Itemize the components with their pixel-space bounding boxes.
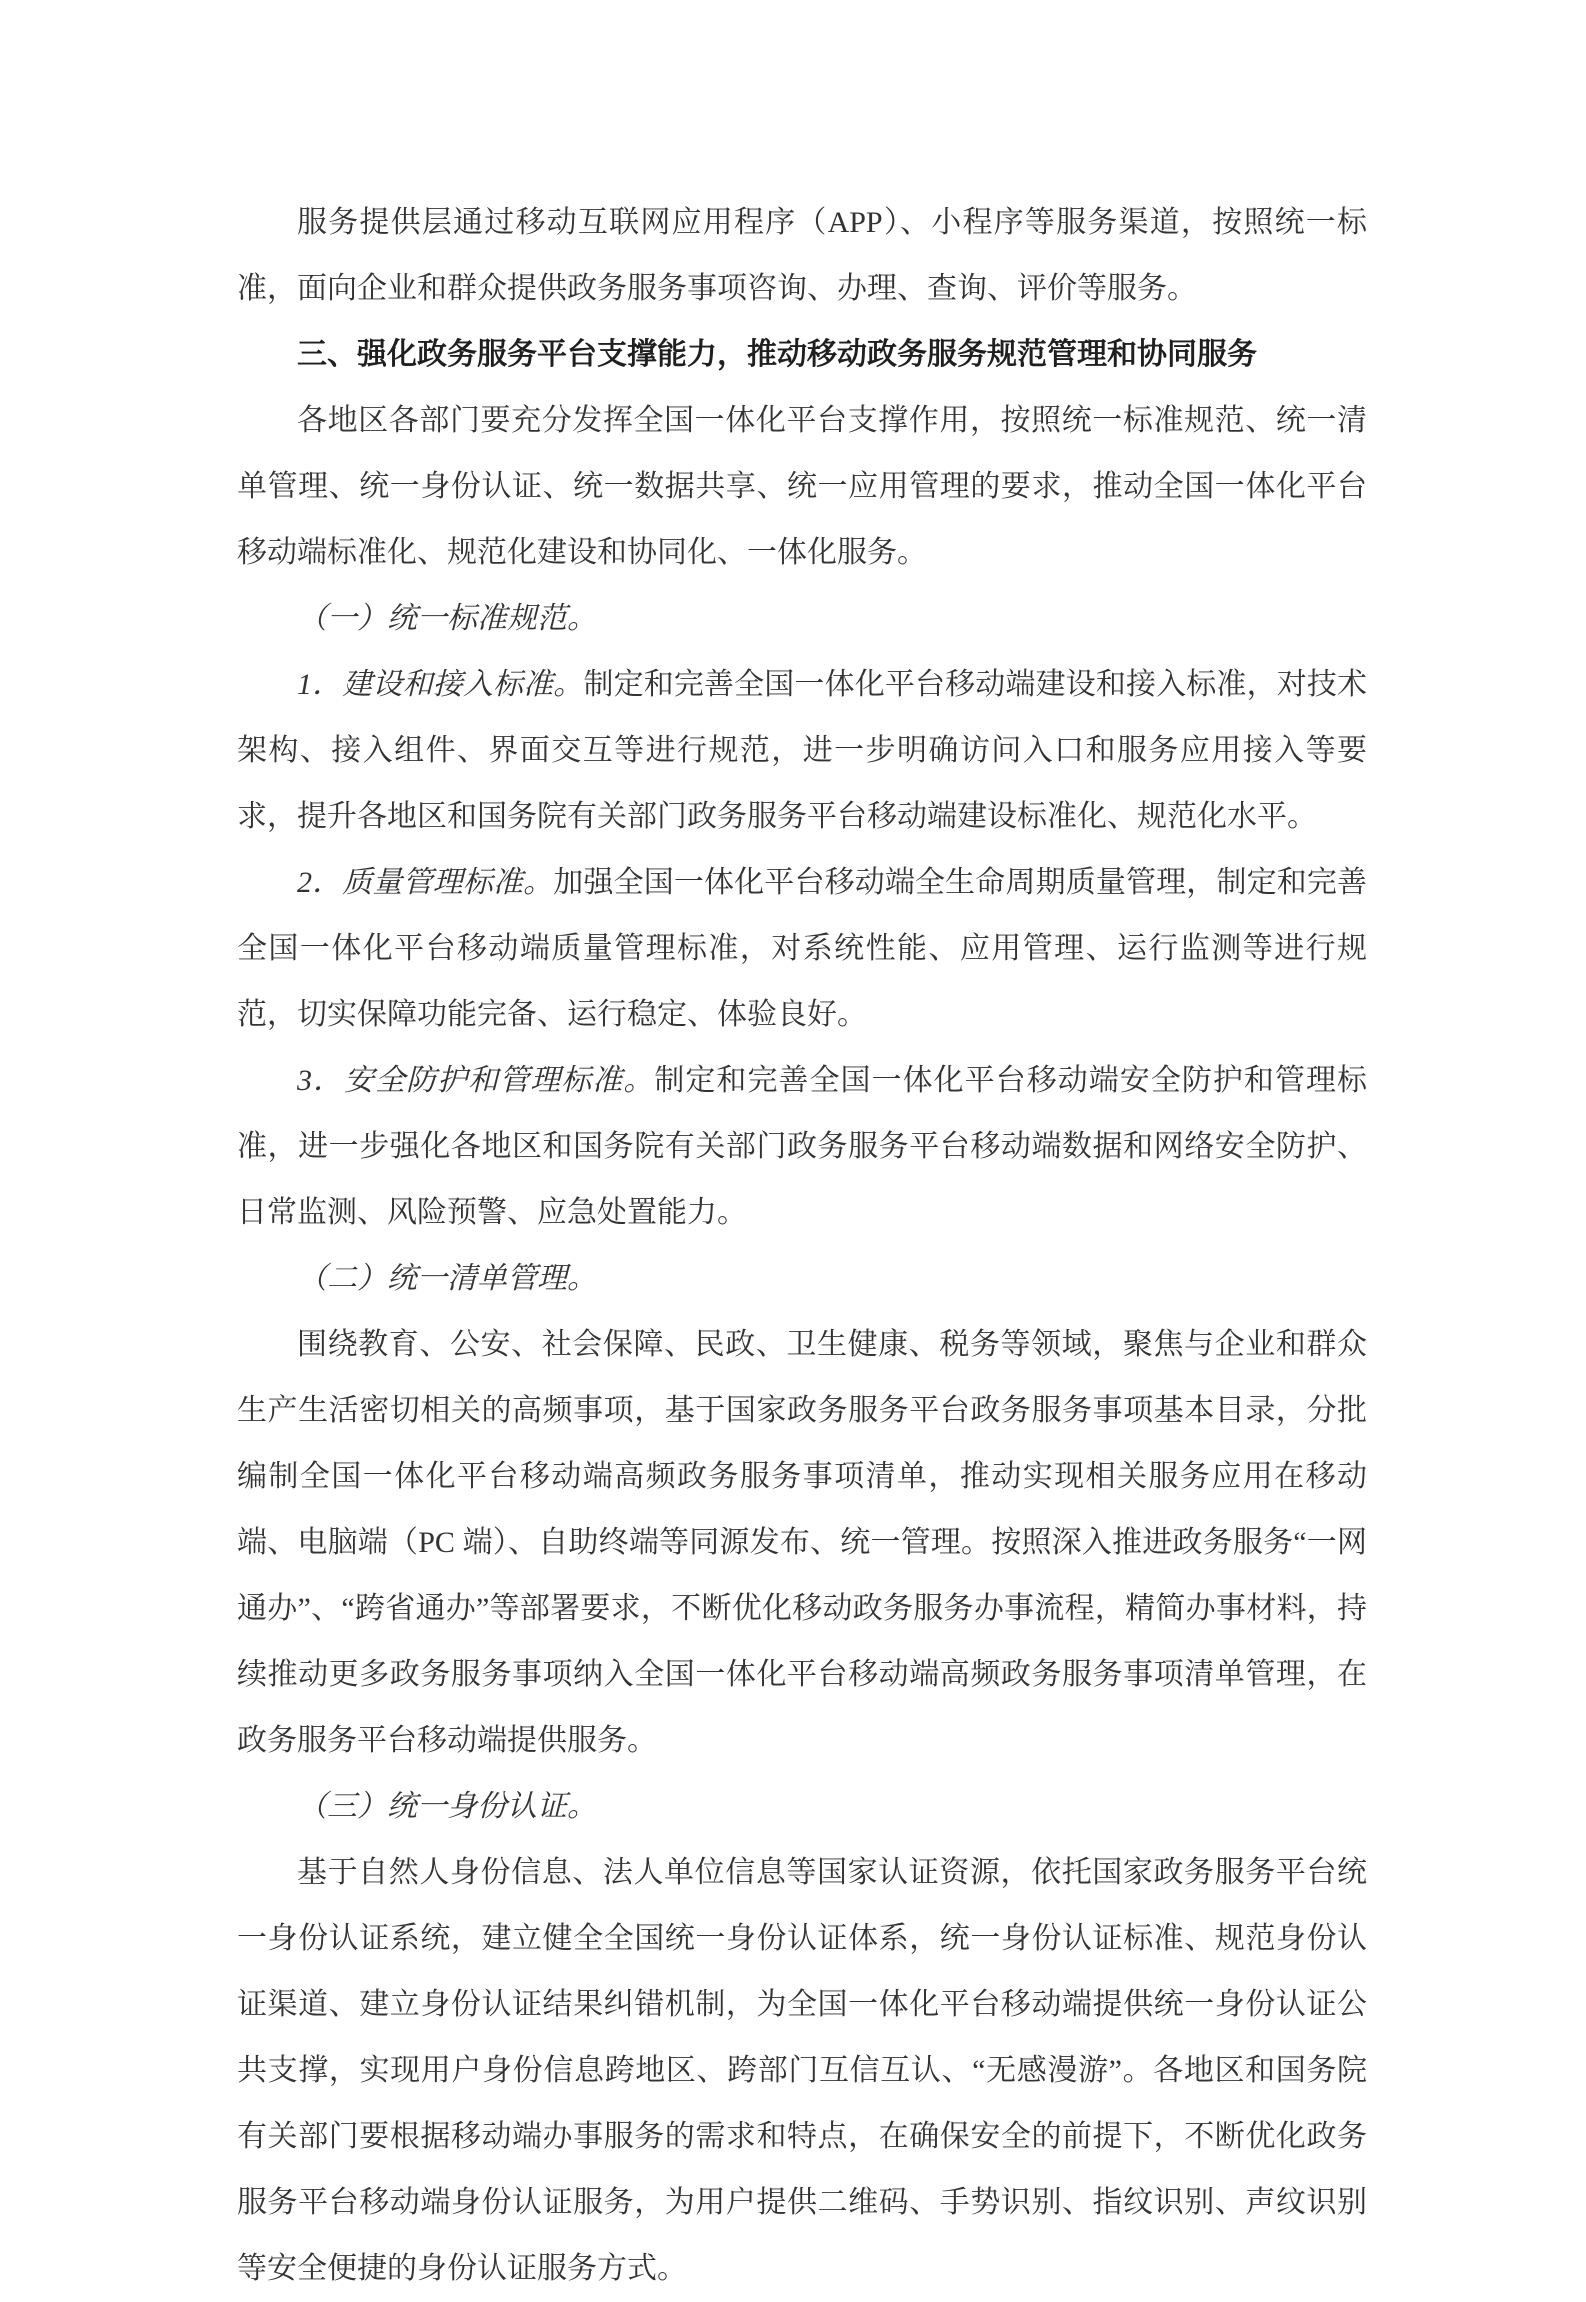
paragraph-overview: 各地区各部门要充分发挥全国一体化平台支撑作用，按照统一标准规范、统一清单管理、统一身份认证、统一数据共享、统一应用管理的要求，推动全国一体化平台移动端标准化、规范化建设和协同化、一体化服务。 xyxy=(237,404,1367,569)
paragraph-service-layer: 服务提供层通过移动互联网应用程序（APP）、小程序等服务渠道，按照统一标准，面向企业和群众提供政务服务事项咨询、办理、查询、评价等服务。 xyxy=(237,206,1367,305)
item-3-lead: 3．安全防护和管理标准。 xyxy=(297,1064,655,1097)
item-1-text: 制定和完善全国一体化平台移动端建设和接入标准，对技术架构、接入组件、界面交互等进行规范，进一步明确访问入口和服务应用接入等要求，提升各地区和国务院有关部门政务服务平台移动端建设标准化、规范化水平。 xyxy=(237,668,1368,833)
subheading-3-identity: （三）统一身份认证。 xyxy=(297,1790,597,1823)
paragraph-item-2 xyxy=(237,850,1367,1048)
subheading-1-standards: （一）统一标准规范。 xyxy=(297,602,597,635)
paragraph-list-management: 围绕教育、公安、社会保障、民政、卫生健康、税务等领域，聚焦与企业和群众生产生活密切相关的高频事项，基于国家政务服务平台政务服务事项基本目录，分批编制全国一体化平台移动端高频政务服务事项清单，推动实现相关服务应用在移动端、电脑端（PC 端）、自助终端等同源发布、统一管理。按照深入推进政务服务“一网通办”、“跨省通办”等部署要求，不断优化移动政务服务办事流程，精简办事材料，持续推动更多政务服务事项纳入全国一体化平台移动端高频政务服务事项清单管理，在政务服务平台移动端提供服务。 xyxy=(237,1328,1367,1757)
paragraph-item-1 xyxy=(237,652,1367,850)
paragraph-identity: 基于自然人身份信息、法人单位信息等国家认证资源，依托国家政务服务平台统一身份认证系统，建立健全全国统一身份认证体系，统一身份认证标准、规范身份认证渠道、建立身份认证结果纠错机制，为全国一体化平台移动端提供统一身份认证公共支撑，实现用户身份信息跨地区、跨部门互信互认、“无感漫游”。各地区和国务院有关部门要根据移动端办事服务的需求和特点，在确保安全的前提下，不断优化政务服务平台移动端身份认证服务，为用户提供二维码、手势识别、指纹识别、声纹识别等安全便捷的身份认证服务方式。 xyxy=(237,1856,1367,2285)
section-heading-3: 三、强化政务服务平台支撑能力，推动移动政务服务规范管理和协同服务 xyxy=(297,338,1257,371)
subheading-2-list-management: （二）统一清单管理。 xyxy=(297,1262,597,1295)
item-2-text: 加强全国一体化平台移动端全生命周期质量管理，制定和完善全国一体化平台移动端质量管理标准，对系统性能、应用管理、运行监测等进行规范，切实保障功能完备、运行稳定、体验良好。 xyxy=(237,866,1368,1031)
item-1-lead: 1．建设和接入标准。 xyxy=(297,668,584,701)
document-body xyxy=(237,190,1367,2302)
paragraph-item-3 xyxy=(237,1048,1367,1246)
item-3-text: 制定和完善全国一体化平台移动端安全防护和管理标准，进一步强化各地区和国务院有关部门政务服务平台移动端数据和网络安全防护、日常监测、风险预警、应急处置能力。 xyxy=(237,1064,1368,1229)
item-2-lead: 2．质量管理标准。 xyxy=(297,866,554,899)
